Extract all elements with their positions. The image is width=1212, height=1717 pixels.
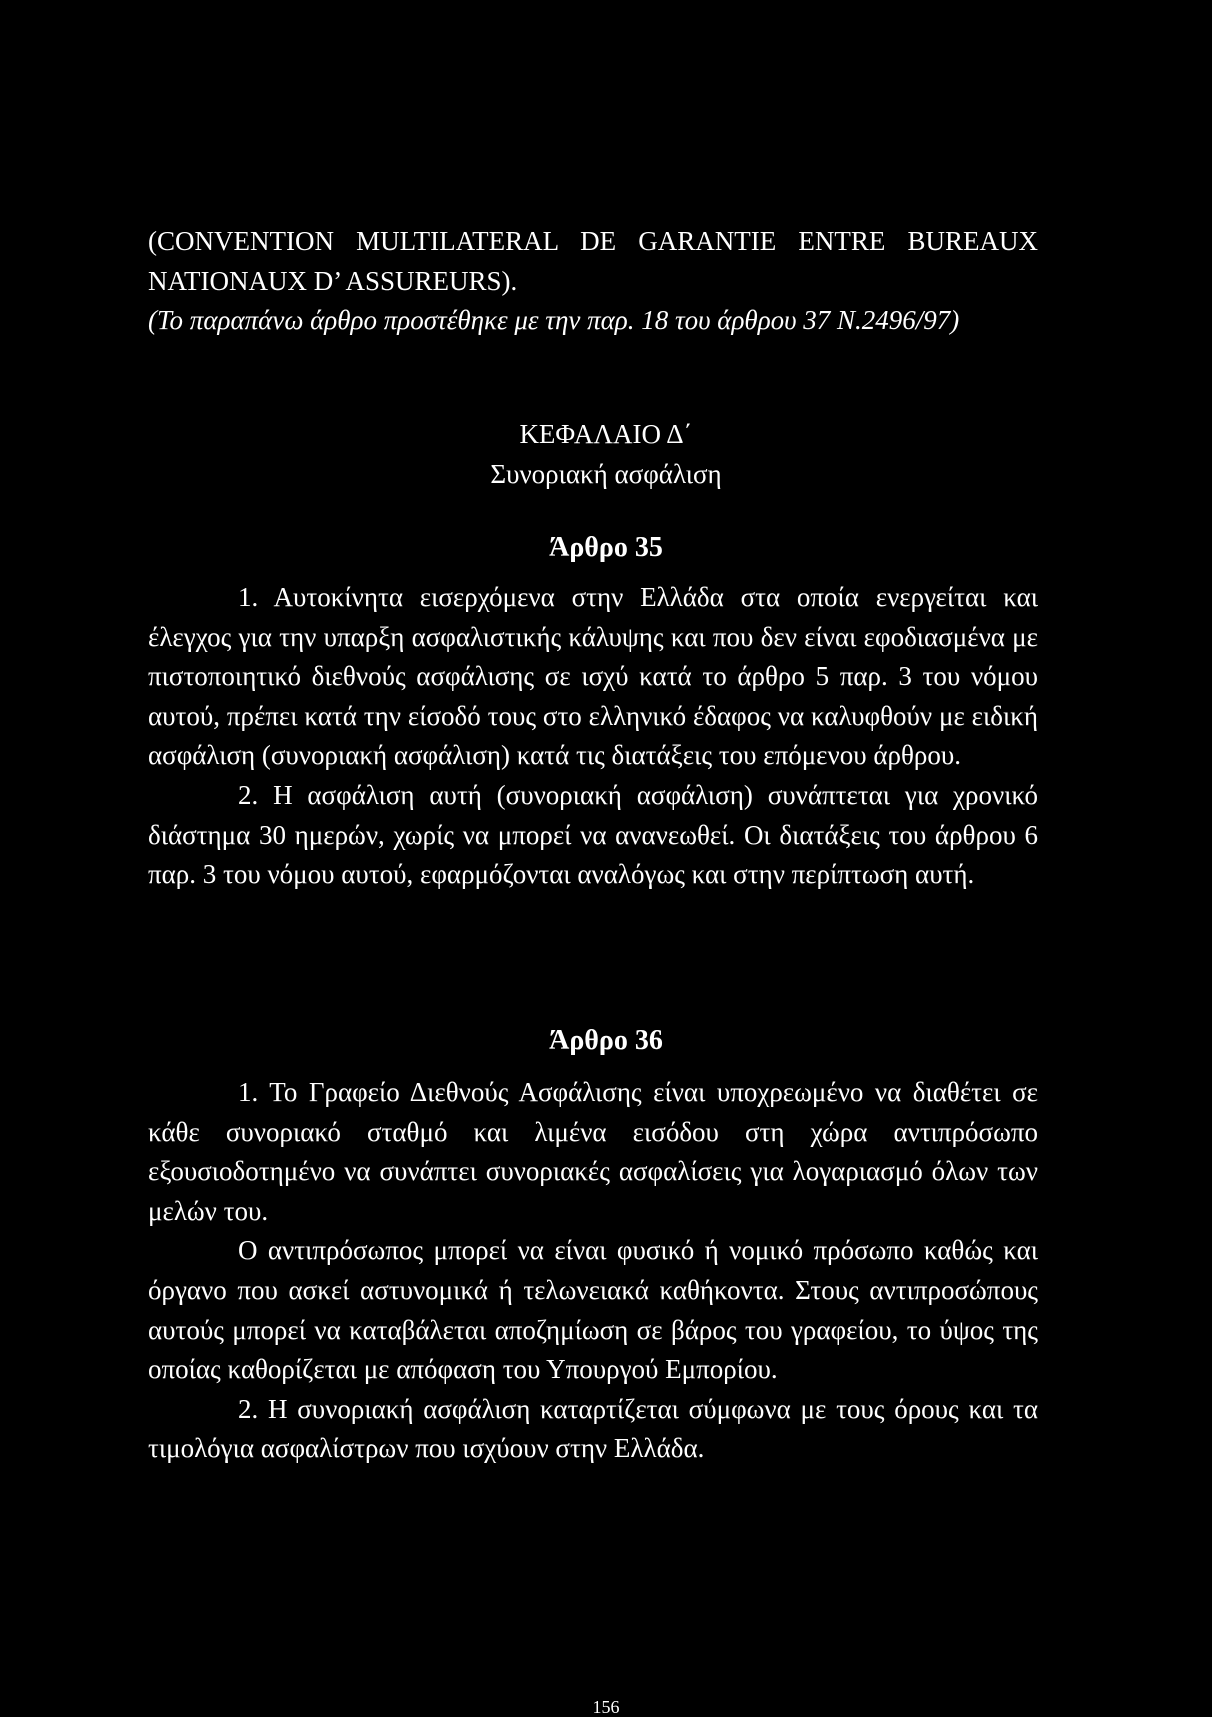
page-number: 156 <box>592 1697 620 1717</box>
article-36-paragraph-3: 2. Η συνοριακή ασφάλιση καταρτίζεται σύμφωνα με τους όρους και τα τιμολόγια ασφαλίστρων που ισχύουν στην Ελλάδα. <box>148 1393 1038 1464</box>
article-35-paragraph-1: 1. Αυτοκίνητα εισερχόμενα στην Ελλάδα στα οποία ενεργείται και έλεγχος για την υπαρξη ασφαλιστικής κάλυψης και που δεν είναι εφοδιασμένα με πιστοποιητικό διεθνούς ασφάλισης σε ισχύ κατά το άρθρο 5 παρ. 3 του νόμου αυτού, πρέπει κατά την είσοδό τους στο ελληνικό έδαφος να καλυφθούν με ειδική ασφάλιση (συνοριακή ασφάλιση) κατά τις διατάξεις του επόμενου άρθρου. <box>148 582 1038 771</box>
article-36-paragraph-1: 1. Το Γραφείο Διεθνούς Ασφάλισης είναι υποχρεωμένο να διαθέτει σε κάθε συνοριακό σταθμό και λιμένα εισόδου στη χώρα αντιπρόσωπο εξουσιοδοτημένο να συνάπτει συνοριακές ασφαλίσεις για λογαριασμό όλων των μελών του. <box>148 1077 1038 1226</box>
chapter-number: ΚΕΦΑΛΑΙΟ Δ΄ <box>519 419 693 449</box>
article-36-body <box>148 1073 1038 1469</box>
article-36-title: Άρθρο 36 <box>549 1025 663 1056</box>
amendment-note: (Το παραπάνω άρθρο προστέθηκε με την παρ. 18 του άρθρου 37 Ν.2496/97) <box>148 305 960 336</box>
convention-title: (CONVENTION MULTILATERAL DE GARANTIE ENTRE BUREAUX NATIONAUX D’ ASSUREURS). <box>148 226 1038 296</box>
article-35-body <box>148 578 1038 895</box>
chapter-title: Συνοριακή ασφάλιση <box>490 459 722 489</box>
article-35-paragraph-2: 2. Η ασφάλιση αυτή (συνοριακή ασφάλιση) συνάπτεται για χρονικό διάστημα 30 ημερών, χωρίς να μπορεί να ανανεωθεί. Οι διατάξεις του άρθρου 6 παρ. 3 του νόμου αυτού, εφαρμόζονται αναλόγως και στην περίπτωση αυτή. <box>148 779 1038 890</box>
article-36-paragraph-2: Ο αντιπρόσωπος μπορεί να είναι φυσικό ή νομικό πρόσωπο καθώς και όργανο που ασκεί αστυνομικά ή τελωνειακά καθήκοντα. Στους αντιπροσώπους αυτούς μπορεί να καταβάλεται αποζημίωση σε βάρος του γραφείου, το ύψος της οποίας καθορίζεται με απόφαση του Υπουργού Εμπορίου. <box>148 1235 1038 1385</box>
chapter-heading <box>0 414 1212 494</box>
intro-block <box>148 222 1038 341</box>
article-35-title: Άρθρο 35 <box>549 532 663 563</box>
